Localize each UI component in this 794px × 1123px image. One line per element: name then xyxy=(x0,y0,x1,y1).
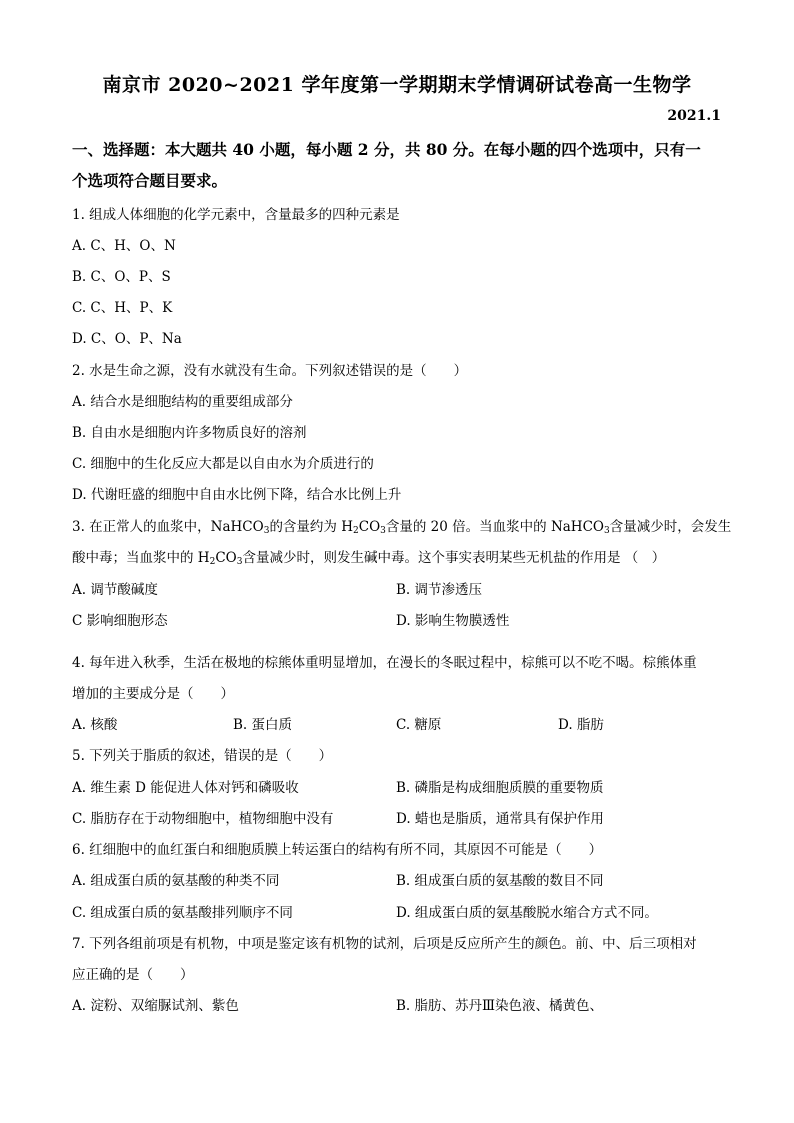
question-3-options-row-1 xyxy=(72,578,722,598)
question-3-stem-line-2: 酸中毒；当血浆中的 $H_2CO_3$含量减少时，则发生碱中毒。这个事实表明某些无机盐的作用是 （ ） xyxy=(72,550,666,567)
question-3-option-d: D. 影响生物膜透性 xyxy=(396,613,510,629)
question-3-option-c: C 影响细胞形态 xyxy=(72,613,168,629)
question-5-option-b: B. 磷脂是构成细胞质膜的重要物质 xyxy=(396,780,604,796)
question-2-stem: 2. 水是生命之源，没有水就没有生命。下列叙述错误的是（ ） xyxy=(72,363,468,379)
question-1-option-b: B. C、O、P、S xyxy=(72,269,171,285)
question-2-option-a: A. 结合水是细胞结构的重要组成部分 xyxy=(72,394,293,410)
question-3-option-b: B. 调节渗透压 xyxy=(396,582,483,598)
question-2-option-d: D. 代谢旺盛的细胞中自由水比例下降，结合水比例上升 xyxy=(72,487,402,503)
question-5-options-row-1 xyxy=(72,776,722,796)
question-1-option-c: C. C、H、P、K xyxy=(72,300,173,316)
section-heading-line-1: 一、选择题：本大题共 40 小题，每小题 2 分，共 80 分。在每小题的四个选项中，只有一 xyxy=(72,140,701,159)
question-4-option-a: A. 核酸 xyxy=(72,717,118,733)
question-5-options-row-2 xyxy=(72,807,722,827)
question-7-option-a: A. 淀粉、双缩脲试剂、紫色 xyxy=(72,998,239,1014)
question-3-stem-line-1: 3. 在正常人的血浆中，NaHCO$_3$的含量约为 $H_2CO_3$含量的 20 倍。当血浆中的 NaHCO$_3$含量减少时，会发生 xyxy=(72,519,732,536)
question-6-option-b: B. 组成蛋白质的氨基酸的数目不同 xyxy=(396,873,604,889)
question-6-option-c: C. 组成蛋白质的氨基酸排列顺序不同 xyxy=(72,905,293,921)
question-7-stem-line-1: 7. 下列各组前项是有机物，中项是鉴定该有机物的试剂，后项是反应所产生的颜色。前、中、后三项相对 xyxy=(72,936,697,952)
question-4-options-row xyxy=(72,713,722,733)
question-5-option-c: C. 脂肪存在于动物细胞中，植物细胞中没有 xyxy=(72,811,334,827)
page-title: 南京市 2020~2021 学年度第一学期期末学情调研试卷高一生物学 xyxy=(102,74,692,96)
question-6-options-row-2 xyxy=(72,901,722,921)
question-5-option-a: A. 维生素 D 能促进人体对钙和磷吸收 xyxy=(72,780,299,796)
question-4-stem-line-1: 4. 每年进入秋季，生活在极地的棕熊体重明显增加，在漫长的冬眠过程中，棕熊可以不吃不喝。棕熊体重 xyxy=(72,655,697,671)
question-5-option-d: D. 蜡也是脂质，通常具有保护作用 xyxy=(396,811,604,827)
section-heading xyxy=(72,134,722,196)
question-7-option-b: B. 脂肪、苏丹Ⅲ染色液、橘黄色、 xyxy=(396,998,604,1014)
question-4-stem-line-2: 增加的主要成分是（ ） xyxy=(72,686,234,702)
question-4-option-b: B. 蛋白质 xyxy=(233,717,293,733)
question-5-stem: 5. 下列关于脂质的叙述，错误的是（ ） xyxy=(72,748,333,764)
question-1-option-a: A. C、H、O、N xyxy=(72,238,176,254)
question-4-option-d: D. 脂肪 xyxy=(558,717,604,733)
question-4-option-c: C. 糖原 xyxy=(396,717,442,733)
question-6-option-a: A. 组成蛋白质的氨基酸的种类不同 xyxy=(72,873,280,889)
question-7-options-row-1 xyxy=(72,994,722,1014)
question-1-stem: 1. 组成人体细胞的化学元素中，含量最多的四种元素是 xyxy=(72,207,400,223)
question-6-stem: 6. 红细胞中的血红蛋白和细胞质膜上转运蛋白的结构有所不同，其原因不可能是（ ） xyxy=(72,842,603,858)
question-3-option-a: A. 调节酸碱度 xyxy=(72,582,158,598)
question-6-options-row-1 xyxy=(72,869,722,889)
question-7-stem-line-2: 应正确的是（ ） xyxy=(72,967,194,983)
question-2-option-c: C. 细胞中的生化反应大都是以自由水为介质进行的 xyxy=(72,456,374,472)
question-2-option-b: B. 自由水是细胞内许多物质良好的溶剂 xyxy=(72,425,307,441)
exam-date: 2021.1 xyxy=(667,108,721,124)
section-heading-line-2: 个选项符合题目要求。 xyxy=(72,171,228,190)
question-1-option-d: D. C、O、P、Na xyxy=(72,331,182,347)
question-3-options-row-2 xyxy=(72,609,722,629)
question-6-option-d: D. 组成蛋白质的氨基酸脱水缩合方式不同。 xyxy=(396,905,658,921)
